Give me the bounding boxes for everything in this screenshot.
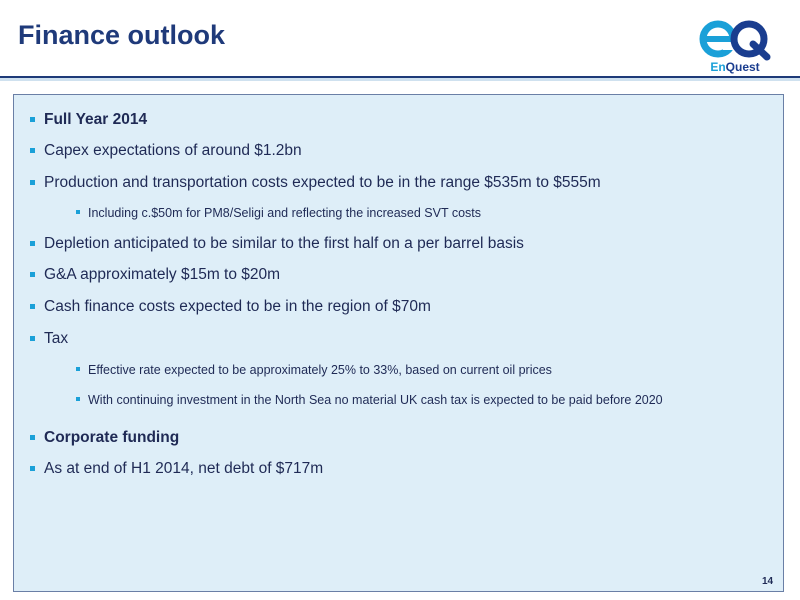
content-panel	[13, 94, 784, 592]
bullet-text: Full Year 2014	[44, 111, 148, 128]
logo-q-mark	[734, 24, 767, 57]
page-number: 14	[762, 576, 774, 587]
bullet-item	[44, 174, 601, 192]
title-divider	[0, 76, 800, 81]
bullet-marker	[30, 180, 35, 185]
bullet-marker	[30, 117, 35, 122]
sub-bullet-item	[88, 363, 552, 377]
bullet-marker	[30, 148, 35, 153]
sub-bullet-item	[88, 206, 481, 220]
bullet-marker	[30, 435, 35, 440]
bullet-item	[44, 266, 280, 284]
bullet-item	[44, 142, 302, 160]
sub-bullet-marker	[76, 397, 80, 401]
bullet-marker	[30, 466, 35, 471]
sub-bullet-marker	[76, 367, 80, 371]
sub-bullet-text: Including c.$50m for PM8/Seligi and reflecting the increased SVT costs	[88, 206, 482, 220]
bullet-marker	[30, 241, 35, 246]
logo-wordmark: EnQuest	[710, 60, 760, 74]
sub-bullet-text: Effective rate expected to be approximately 25% to 33%, based on current oil prices	[88, 363, 552, 377]
bullet-item	[44, 235, 524, 253]
bullet-item	[44, 429, 179, 447]
bullet-text: Capex expectations of around $1.2bn	[44, 142, 302, 159]
sub-bullet-text: With continuing investment in the North Sea no material UK cash tax is expected to be paid before 2020	[88, 393, 663, 407]
bullet-item	[44, 111, 147, 129]
bullet-text: Cash finance costs expected to be in the region of $70m	[44, 298, 431, 315]
bullet-text: Production and transportation costs expected to be in the range $535m to $555m	[44, 174, 601, 191]
bullet-text: Tax	[44, 330, 69, 347]
bullet-text: Depletion anticipated to be similar to the first half on a per barrel basis	[44, 235, 524, 252]
sub-bullet-marker	[76, 210, 80, 214]
bullet-item	[44, 298, 431, 316]
bullet-item	[44, 330, 68, 348]
sub-bullet-item	[88, 393, 663, 407]
bullet-text: G&A approximately $15m to $20m	[44, 266, 281, 283]
bullet-text: Corporate funding	[44, 429, 180, 446]
slide-title: Finance outlook	[18, 20, 226, 50]
bullet-marker	[30, 272, 35, 277]
bullet-marker	[30, 336, 35, 341]
bullet-text: As at end of H1 2014, net debt of $717m	[44, 460, 324, 477]
bullet-marker	[30, 304, 35, 309]
enquest-logo	[697, 16, 773, 76]
bullet-item	[44, 460, 323, 478]
